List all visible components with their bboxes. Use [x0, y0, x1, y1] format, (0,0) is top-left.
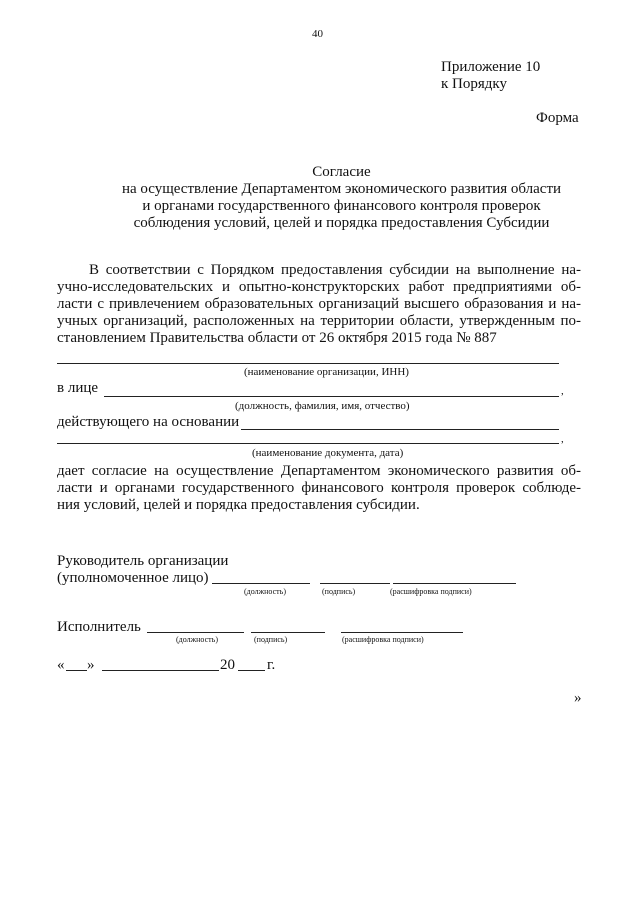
document-caption: (наименование документа, дата) — [252, 447, 404, 459]
page-number: 40 — [312, 28, 323, 40]
date-close-quote: » — [87, 657, 95, 673]
paragraph-1-line-4: учных организаций, расположенных на территории области, утвержденным по- — [57, 313, 581, 329]
form-label: Форма — [536, 110, 579, 126]
date-month-line[interactable] — [102, 670, 219, 671]
paragraph-2-line-2: ласти и органами государственного финансового контроля проверок соблюде- — [57, 480, 581, 496]
authorized-person-label: (уполномоченное лицо) — [57, 570, 209, 586]
paragraph-2-line-1: дает согласие на осуществление Департаментом экономического развития об- — [57, 463, 581, 479]
document-title: Согласие — [312, 164, 371, 180]
person-field-comma: , — [561, 385, 564, 397]
basis-input-line-2[interactable] — [57, 443, 559, 444]
head-decoding-line[interactable] — [393, 583, 516, 584]
title-line-4: соблюдения условий, целей и порядка предоставления Субсидии — [133, 215, 550, 231]
executor-signature-line[interactable] — [251, 632, 325, 633]
basis-label: действующего на основании — [57, 414, 240, 430]
head-label: Руководитель организации — [57, 553, 229, 569]
appendix-reference: к Порядку — [441, 76, 507, 92]
person-input-line[interactable] — [104, 396, 559, 397]
executor-decoding-caption: (расшифровка подписи) — [342, 635, 424, 644]
paragraph-1-line-5: становлением Правительства области от 26 октября 2015 года № 887 — [57, 330, 497, 346]
executor-position-line[interactable] — [147, 632, 244, 633]
executor-decoding-line[interactable] — [341, 632, 463, 633]
executor-signature-caption: (подпись) — [254, 635, 288, 644]
title-line-2: на осуществление Департаментом экономического развития области — [121, 181, 562, 197]
organization-input-line[interactable] — [57, 363, 559, 364]
date-year-suffix: г. — [267, 657, 276, 673]
paragraph-1-line-2: учно-исследовательских и опытно-конструкторских работ предприятиями об- — [57, 279, 581, 295]
title-line-3: и органами государственного финансового контроля проверок — [142, 198, 541, 214]
head-position-caption: (должность) — [244, 587, 286, 596]
head-position-line[interactable] — [212, 583, 310, 584]
date-open-quote: « — [57, 657, 65, 673]
date-year-prefix: 20 — [220, 657, 235, 673]
date-day-line[interactable] — [66, 670, 87, 671]
closing-quote: » — [574, 690, 582, 706]
organization-caption: (наименование организации, ИНН) — [244, 366, 409, 378]
in-person-label: в лице — [57, 380, 99, 396]
paragraph-1-line-1: В соответствии с Порядком предоставления субсидии на выполнение на- — [89, 262, 581, 278]
paragraph-1-line-3: ласти с привлечением образовательных организаций высшего образования и на- — [57, 296, 581, 312]
person-caption: (должность, фамилия, имя, отчество) — [235, 400, 410, 412]
executor-position-caption: (должность) — [176, 635, 218, 644]
head-signature-caption: (подпись) — [322, 587, 356, 596]
paragraph-2-line-3: ния условий, целей и порядка предоставления субсидии. — [57, 497, 420, 513]
basis-input-line[interactable] — [241, 429, 559, 430]
basis-field-comma: , — [561, 433, 564, 445]
date-year-line[interactable] — [238, 670, 265, 671]
head-signature-line[interactable] — [320, 583, 390, 584]
appendix-number: Приложение 10 — [441, 59, 541, 75]
head-decoding-caption: (расшифровка подписи) — [390, 587, 472, 596]
executor-label: Исполнитель — [57, 619, 141, 635]
